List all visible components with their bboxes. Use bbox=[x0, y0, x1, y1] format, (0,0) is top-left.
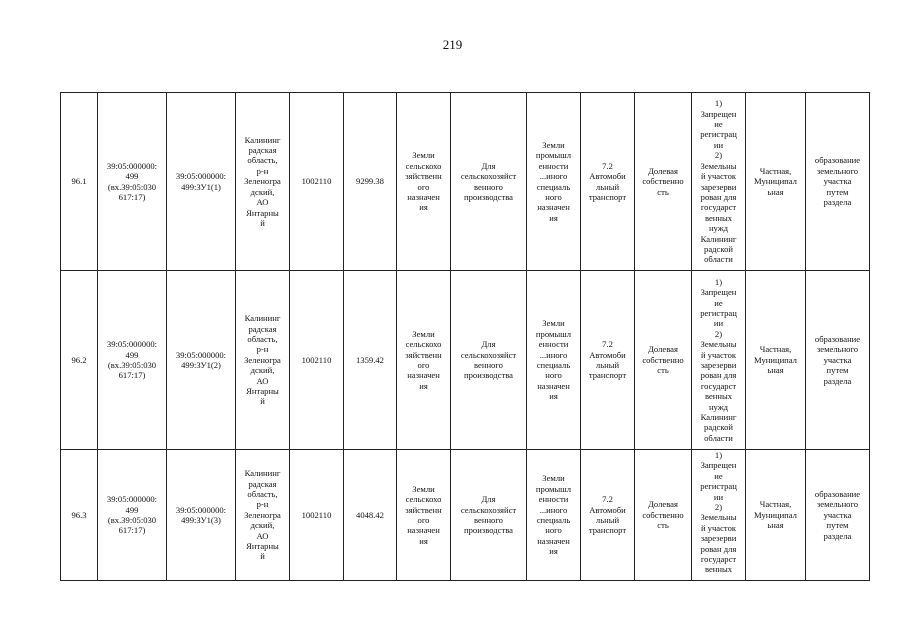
restrictions-text: 1) Запрещен ие регистрац ии 2) Земельны й участок зарезерви рован для государст венных нужд Калининг радской области bbox=[700, 98, 737, 265]
code-cell: 1002110 bbox=[290, 450, 344, 581]
restrictions-text: 1) Запрещен ие регистрац ии 2) Земельны й участок зарезерви рован для государст венных нужд Калининг радской области bbox=[700, 276, 737, 443]
formation-method-cell: образование земельного участка путем раздела bbox=[806, 93, 870, 271]
ownership-form-cell: Частная, Муниципал ьная bbox=[746, 450, 806, 581]
page-number: 219 bbox=[442, 37, 463, 52]
land-category-before-cell: Земли сельскохо зяйственн ого назначен ия bbox=[397, 93, 451, 271]
row-number-cell: 96.2 bbox=[61, 271, 98, 450]
code-cell: 1002110 bbox=[290, 271, 344, 450]
restrictions-cell bbox=[692, 93, 746, 271]
right-type-cell: Долевая собственно сть bbox=[635, 93, 692, 271]
formation-method-cell: образование земельного участка путем раздела bbox=[806, 450, 870, 581]
land-category-after-cell: Земли промышл енности ...иного специаль ного назначен ия bbox=[527, 93, 581, 271]
right-type-cell: Долевая собственно сть bbox=[635, 271, 692, 450]
plot-designation-cell: 39:05:000000: 499:ЗУ1(2) bbox=[167, 271, 236, 450]
source-cadastral-number-cell: 39:05:000000: 499 (вх.39:05:030 617:17) bbox=[98, 271, 167, 450]
source-cadastral-number-cell: 39:05:000000: 499 (вх.39:05:030 617:17) bbox=[98, 93, 167, 271]
permitted-use-before-cell: Для сельскохозяйст венного производства bbox=[451, 450, 527, 581]
ownership-form-cell: Частная, Муниципал ьная bbox=[746, 93, 806, 271]
area-cell: 4048.42 bbox=[344, 450, 397, 581]
area-cell: 1359.42 bbox=[344, 271, 397, 450]
plot-designation-cell: 39:05:000000: 499:ЗУ1(1) bbox=[167, 93, 236, 271]
plot-designation-cell: 39:05:000000: 499:ЗУ1(3) bbox=[167, 450, 236, 581]
address-cell: Калининг радская область, р-н Зеленогра дский, АО Янтарны й bbox=[236, 93, 290, 271]
address-cell: Калининг радская область, р-н Зеленогра дский, АО Янтарны й bbox=[236, 450, 290, 581]
right-type-cell: Долевая собственно сть bbox=[635, 450, 692, 581]
ownership-form-cell: Частная, Муниципал ьная bbox=[746, 271, 806, 450]
table-row bbox=[61, 93, 870, 271]
land-plot-table bbox=[60, 92, 870, 581]
address-cell: Калининг радская область, р-н Зеленогра дский, АО Янтарны й bbox=[236, 271, 290, 450]
permitted-use-before-cell: Для сельскохозяйст венного производства bbox=[451, 93, 527, 271]
code-cell: 1002110 bbox=[290, 93, 344, 271]
table-row bbox=[61, 271, 870, 450]
formation-method-cell: образование земельного участка путем раздела bbox=[806, 271, 870, 450]
table-row bbox=[61, 450, 870, 581]
area-cell: 9299.38 bbox=[344, 93, 397, 271]
land-category-before-cell: Земли сельскохо зяйственн ого назначен ия bbox=[397, 450, 451, 581]
restrictions-cell bbox=[692, 450, 746, 581]
land-category-after-cell: Земли промышл енности ...иного специаль ного назначен ия bbox=[527, 450, 581, 581]
permitted-use-after-cell: 7.2 Автомоби льный транспорт bbox=[581, 271, 635, 450]
row-number-cell: 96.3 bbox=[61, 450, 98, 581]
permitted-use-after-cell: 7.2 Автомоби льный транспорт bbox=[581, 93, 635, 271]
restrictions-cell bbox=[692, 271, 746, 450]
row-number-cell: 96.1 bbox=[61, 93, 98, 271]
source-cadastral-number-cell: 39:05:000000: 499 (вх.39:05:030 617:17) bbox=[98, 450, 167, 581]
land-category-after-cell: Земли промышл енности ...иного специаль ного назначен ия bbox=[527, 271, 581, 450]
restrictions-text: 1) Запрещен ие регистрац ии 2) Земельны й участок зарезерви рован для государст венных bbox=[700, 450, 737, 575]
land-category-before-cell: Земли сельскохо зяйственн ого назначен ия bbox=[397, 271, 451, 450]
permitted-use-before-cell: Для сельскохозяйст венного производства bbox=[451, 271, 527, 450]
permitted-use-after-cell: 7.2 Автомоби льный транспорт bbox=[581, 450, 635, 581]
